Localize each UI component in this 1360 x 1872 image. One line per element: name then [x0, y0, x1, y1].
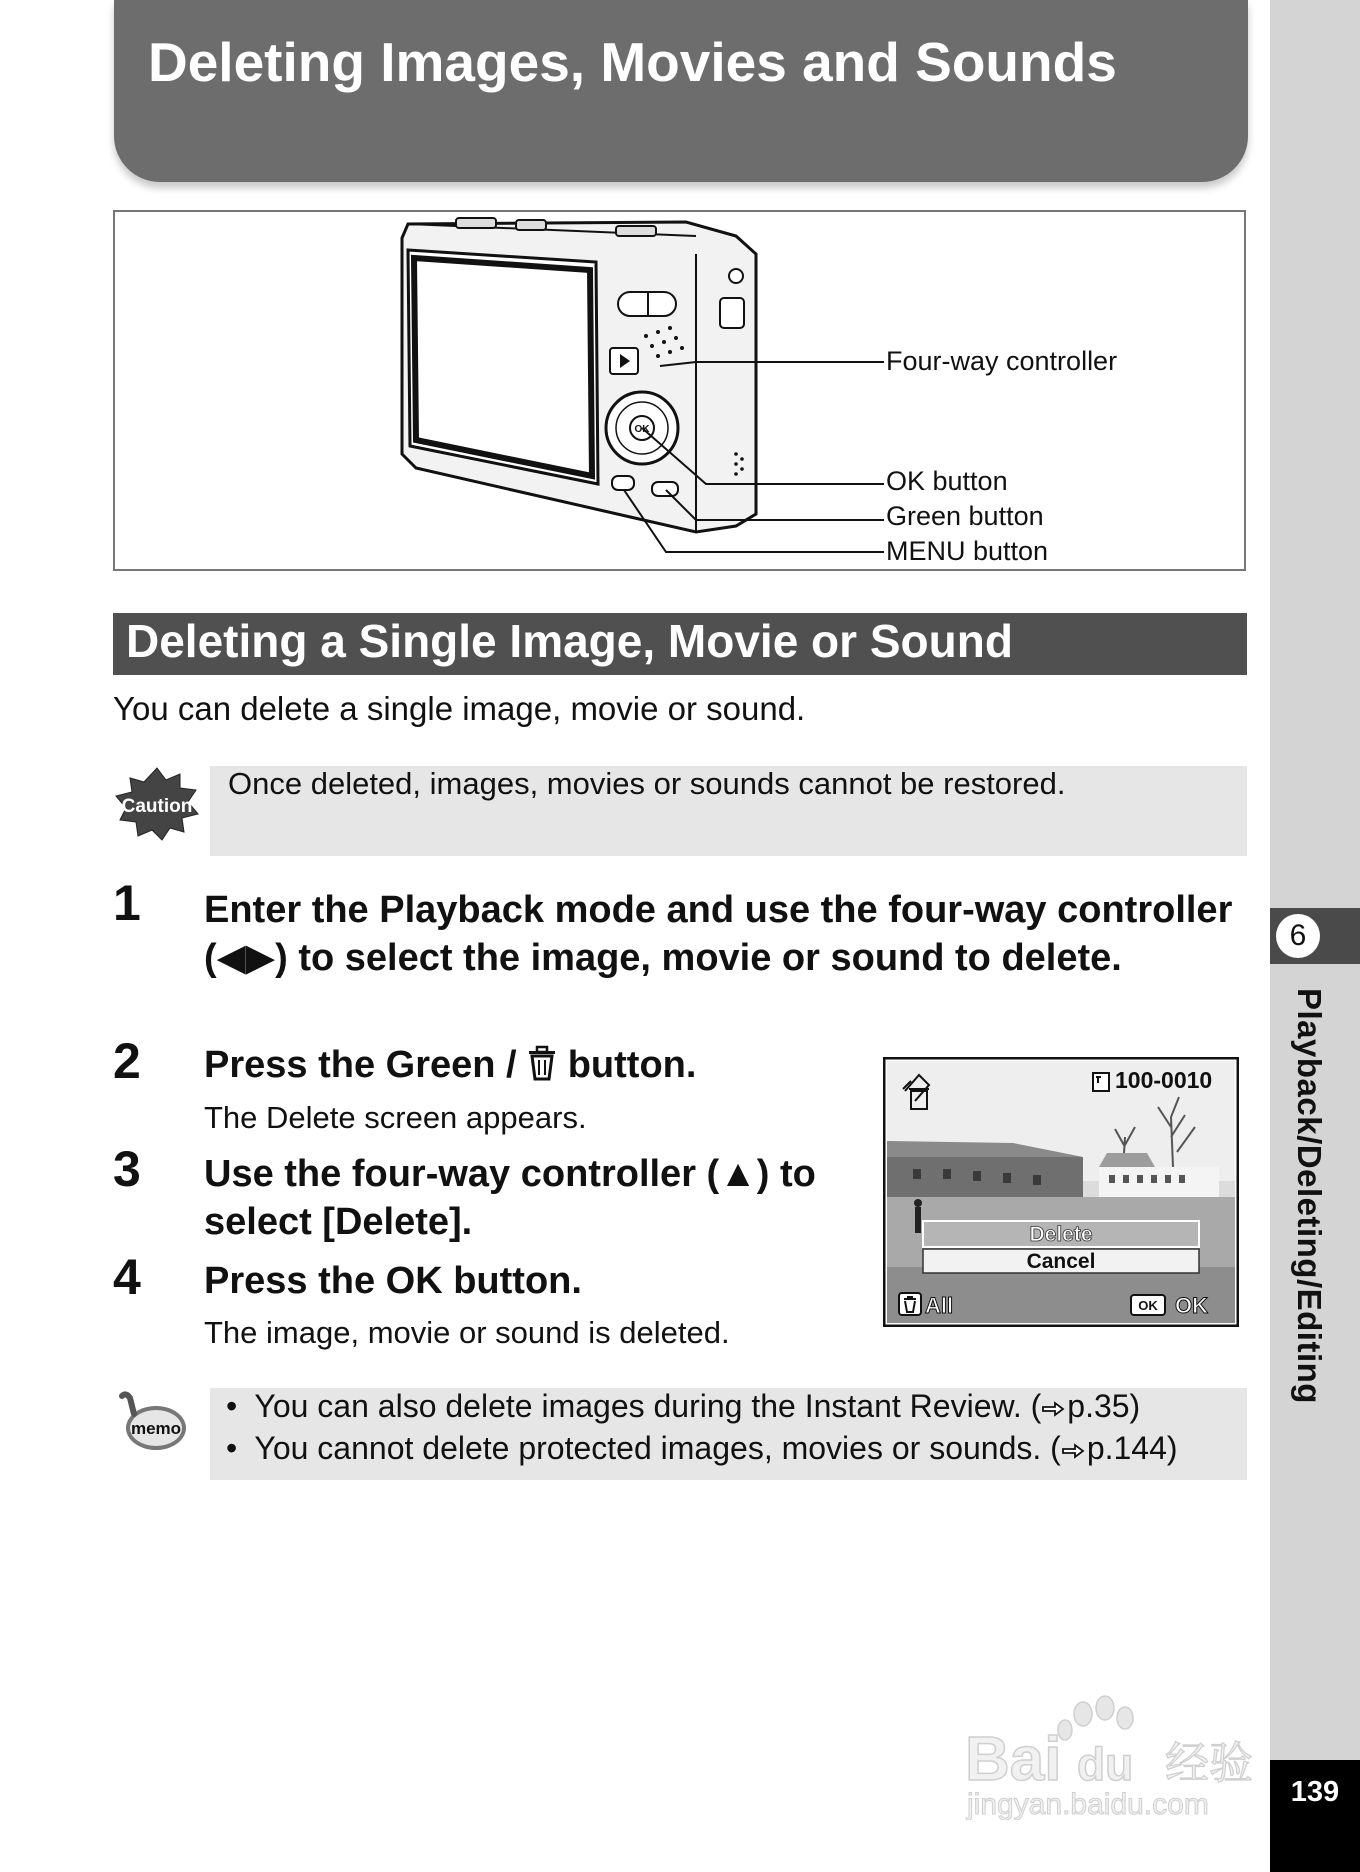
step-2-instruction-end: button. [567, 1044, 697, 1086]
chapter-number: 6 [1276, 914, 1320, 958]
label-green-button: Green button [886, 501, 1044, 531]
watermark-brand-du: du [1077, 1738, 1134, 1790]
step-4-instruction: Press the OK button. [204, 1260, 582, 1302]
step-2-result: The Delete screen appears. [204, 1100, 587, 1135]
trash-icon [527, 1045, 557, 1081]
watermark-url: jingyan.baidu.com [967, 1788, 1209, 1820]
menu-option-delete: Delete [1029, 1223, 1093, 1246]
label-four-way-controller: Four-way controller [886, 346, 1118, 376]
caution-text: Once deleted, images, movies or sounds cannot be restored. [228, 766, 1066, 801]
baidu-watermark [965, 1690, 1270, 1820]
camera-illustration [396, 214, 896, 564]
memo-badge: memo [130, 1419, 182, 1438]
memo-item-1 [226, 1388, 1140, 1425]
watermark-brand: Bai [965, 1725, 1062, 1794]
screen-all-label: All [925, 1293, 954, 1318]
delete-screen-illustration [883, 1057, 1239, 1327]
caution-icon [114, 766, 200, 842]
step-4-number: 4 [113, 1249, 141, 1305]
step-2-instruction [204, 1041, 696, 1089]
page-reference-icon [1061, 1441, 1087, 1461]
page-number: 139 [1270, 1760, 1360, 1872]
step-3-number: 3 [113, 1141, 141, 1197]
memo-item-2-ref: p.144) [1086, 1430, 1178, 1466]
bullet: • [226, 1430, 255, 1466]
chapter-title: Playback/Deleting/Editing [1291, 988, 1328, 1404]
memo-item-2 [226, 1430, 1178, 1467]
screen-ok-label: OK [1175, 1293, 1208, 1318]
menu-option-cancel: Cancel [1026, 1250, 1096, 1273]
step-4-result: The image, movie or sound is deleted. [204, 1315, 730, 1350]
step-1-instruction: Enter the Playback mode and use the four-way controller (◀▶) to select the image, movie or sound to delete. [204, 889, 1233, 979]
step-2-instruction-start: Press the Green / [204, 1044, 517, 1086]
step-2-number: 2 [113, 1033, 141, 1089]
intro-text: You can delete a single image, movie or sound. [113, 690, 806, 727]
memo-item-1-text: You can also delete images during the Instant Review. ( [254, 1388, 1042, 1424]
watermark-cn: 经验 [1165, 1738, 1253, 1789]
page-title: Deleting Images, Movies and Sounds [148, 31, 1117, 93]
memo-item-2-text: You cannot delete protected images, movies or sounds. ( [254, 1430, 1061, 1466]
file-number: 100-0010 [1115, 1067, 1213, 1093]
section-title: Deleting a Single Image, Movie or Sound [126, 615, 1013, 667]
step-1-number: 1 [113, 875, 141, 931]
svg-text:OK: OK [634, 424, 650, 435]
caution-badge: Caution [121, 796, 193, 817]
page-reference-icon [1041, 1399, 1067, 1419]
ok-key-icon: OK [1138, 1298, 1158, 1313]
memo-item-1-ref: p.35) [1067, 1388, 1141, 1424]
label-menu-button: MENU button [886, 536, 1049, 566]
memo-icon [116, 1390, 188, 1454]
label-ok-button: OK button [886, 466, 1008, 496]
bullet: • [226, 1388, 255, 1424]
step-3-instruction: Use the four-way controller (▲) to select [Delete]. [204, 1153, 816, 1243]
